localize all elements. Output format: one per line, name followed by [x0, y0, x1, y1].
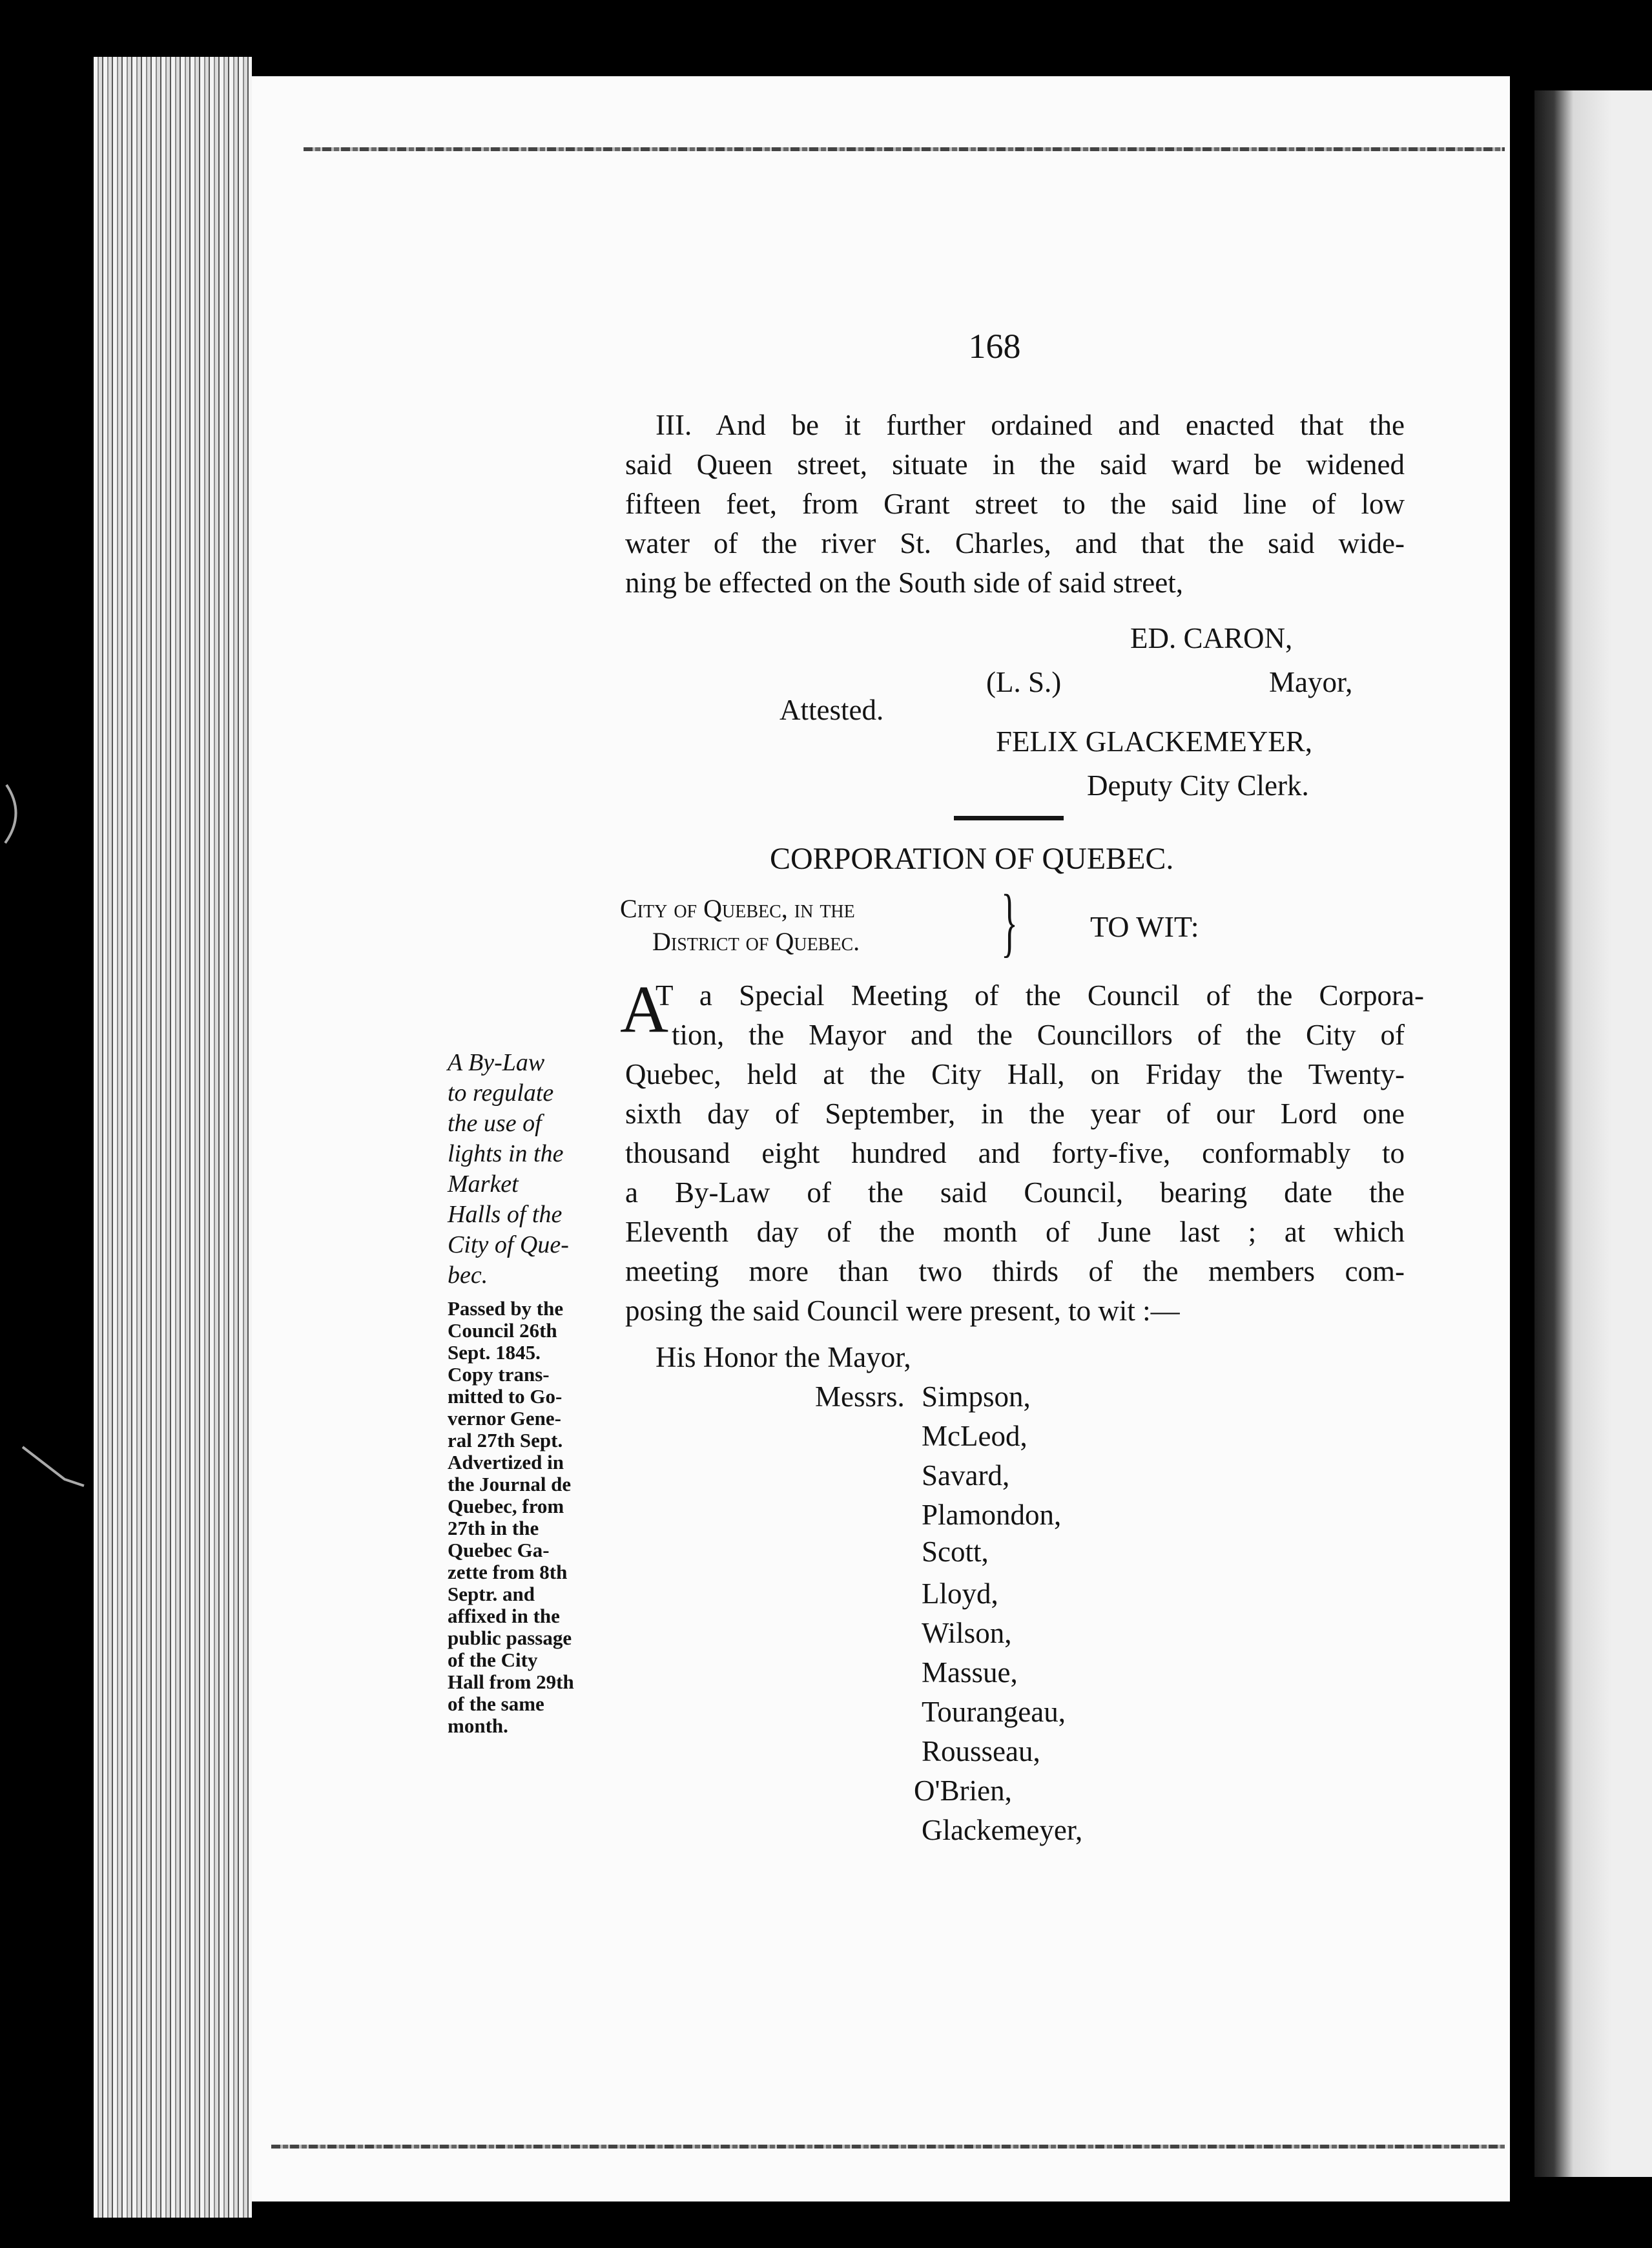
meeting-line: a By-Law of the said Council, bearing date the [625, 1176, 1405, 1209]
attendee-name: Simpson, [922, 1380, 1031, 1413]
attendee-name: Glackemeyer, [922, 1814, 1083, 1846]
margin-note-line: mitted to Go- [448, 1385, 563, 1408]
section-iii-line: fifteen feet, from Grant street to the said line of low [625, 488, 1405, 520]
corporation-heading: CORPORATION OF QUEBEC. [770, 842, 1174, 876]
margin-note-line: affixed in the [448, 1605, 560, 1627]
drop-cap: A [620, 972, 669, 1046]
margin-note-line: Quebec Ga- [448, 1539, 550, 1561]
section-divider [954, 816, 1064, 820]
attendee-name: O'Brien, [914, 1774, 1012, 1807]
margin-title-line: bec. [448, 1262, 488, 1289]
adjacent-page-sliver [1534, 90, 1652, 2177]
margin-note-line: of the same [448, 1692, 544, 1715]
attendee-name: Tourangeau, [922, 1696, 1066, 1728]
attendee-name: Massue, [922, 1656, 1018, 1689]
margin-note-line: vernor Gene- [448, 1407, 561, 1430]
mayor-name: ED. CARON, [1130, 622, 1293, 654]
jurisdiction-line-2: District of Quebec. [652, 927, 860, 956]
margin-note-line: Passed by the [448, 1297, 564, 1320]
margin-title-line: to regulate [448, 1079, 554, 1107]
scan-artifact [19, 1441, 97, 1499]
seal-mark: (L. S.) [986, 666, 1062, 698]
attendee-name: Savard, [922, 1459, 1010, 1492]
margin-note-line: 27th in the [448, 1517, 539, 1539]
margin-note-line: ral 27th Sept. [448, 1429, 563, 1452]
margin-note-line: of the City [448, 1649, 538, 1671]
attendee-name: Lloyd, [922, 1577, 998, 1610]
meeting-line: posing the said Council were present, to wit :— [625, 1295, 1180, 1327]
margin-note-line: Council 26th [448, 1319, 557, 1342]
meeting-line: meeting more than two thirds of the members com- [625, 1255, 1405, 1287]
attendee-mayor: His Honor the Mayor, [656, 1341, 911, 1373]
clerk-name: FELIX GLACKEMEYER, [996, 725, 1312, 758]
section-iii-line: ning be effected on the South side of said street, [625, 567, 1183, 599]
mayor-title: Mayor, [1269, 666, 1353, 698]
jurisdiction-line-1: City of Quebec, in the [620, 894, 855, 923]
margin-note-line: zette from 8th [448, 1561, 568, 1583]
page-edge-stack [94, 57, 252, 2218]
bottom-rule [271, 2145, 1505, 2149]
margin-title-line: lights in the [448, 1140, 564, 1167]
margin-note-line: public passage [448, 1627, 572, 1649]
margin-title-line: Halls of the [448, 1201, 563, 1228]
attendee-name: Scott, [922, 1535, 989, 1568]
meeting-line: thousand eight hundred and forty-five, conformably to [625, 1137, 1405, 1169]
attendee-name: McLeod, [922, 1420, 1027, 1452]
margin-title-line: A By-Law [448, 1049, 545, 1076]
messrs-label: Messrs. [815, 1380, 905, 1413]
attendee-name: Wilson, [922, 1617, 1012, 1649]
margin-note-line: Copy trans- [448, 1363, 550, 1386]
section-iii-line: III. And be it further ordained and enacted that the [656, 409, 1405, 441]
to-wit-label: TO WIT: [1090, 910, 1199, 943]
meeting-line: Quebec, held at the City Hall, on Friday the Twenty- [625, 1058, 1405, 1090]
section-iii-line: water of the river St. Charles, and that the said wide- [625, 527, 1405, 559]
curly-brace: } [1001, 879, 1018, 964]
margin-title-line: City of Que- [448, 1231, 569, 1258]
meeting-line: sixth day of September, in the year of our Lord one [625, 1098, 1405, 1130]
meeting-line: Eleventh day of the month of June last ; at which [625, 1216, 1405, 1248]
margin-note-line: Hall from 29th [448, 1670, 574, 1693]
attendee-name: Rousseau, [922, 1735, 1040, 1767]
margin-note-line: Quebec, from [448, 1495, 564, 1517]
page-number: 168 [968, 327, 1021, 366]
attested-label: Attested. [780, 694, 884, 726]
margin-title-line: Market [448, 1171, 519, 1198]
meeting-line: tion, the Mayor and the Councillors of the City of [672, 1019, 1405, 1051]
margin-title-line: the use of [448, 1110, 542, 1137]
scan-artifact [0, 775, 52, 853]
meeting-line: T a Special Meeting of the Council of the Corpora- [656, 979, 1424, 1012]
top-rule [304, 147, 1505, 151]
attendee-name: Plamondon, [922, 1499, 1062, 1531]
margin-note-line: Septr. and [448, 1583, 535, 1605]
margin-note-line: Advertized in [448, 1451, 564, 1473]
clerk-title: Deputy City Clerk. [1087, 769, 1309, 802]
section-iii-line: said Queen street, situate in the said ward be widened [625, 448, 1405, 481]
margin-note-line: the Journal de [448, 1473, 572, 1495]
margin-note-line: Sept. 1845. [448, 1341, 541, 1364]
margin-note-line: month. [448, 1714, 508, 1737]
